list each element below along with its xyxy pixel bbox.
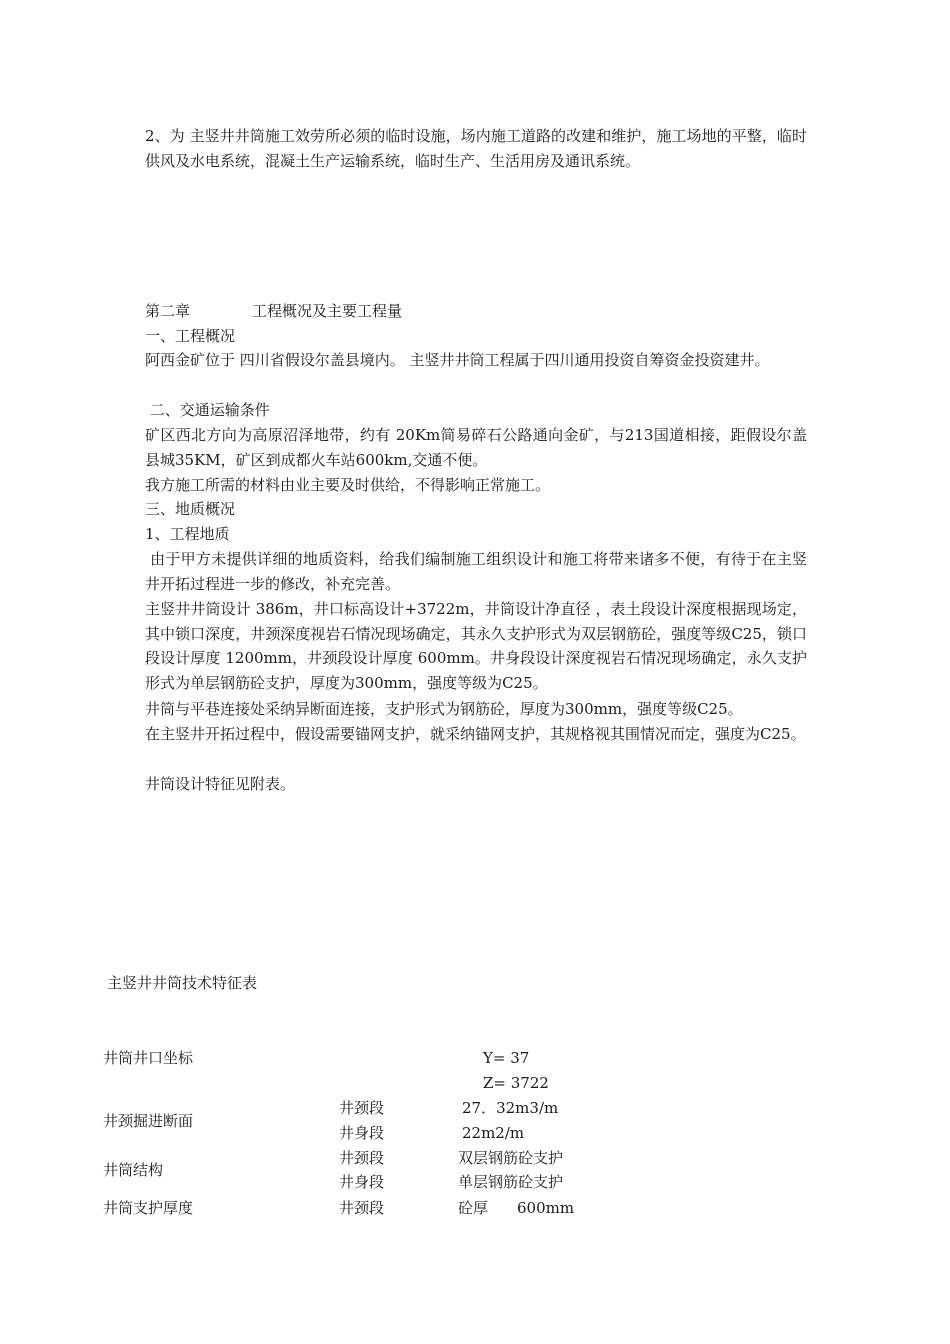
table-row-part: 井颈段 [339, 1149, 385, 1167]
table-row-part: 井身段 [339, 1124, 385, 1142]
section1-body: 阿西金矿位于 四川省假设尔盖县境内。 主竖井井筒工程属于四川通用投资自筹资金投资建井。 [145, 351, 770, 369]
table-row-value: 单层钢筋砼支护 [458, 1173, 564, 1191]
chapter-heading [145, 299, 402, 324]
section3-paragraph-2: 主竖井井筒设计 386m，井口标高设计+3722m，井筒设计净直径 ，表土段设计深度根据现场定，其中锁口深度，井颈深度视岩石情况现场确定，其永久支护形式为双层钢筋砼，强度等级C25，锁口段设计厚度 1200mm，井颈段设计厚度 600mm。井身段设计深度视岩石情况现场确定，永久支护形式为单层钢筋砼支护，厚度为300mm，强度等级为C25。 [145, 600, 807, 692]
section3-sub-heading: 1、工程地质 [145, 525, 230, 543]
section3-heading: 三、地质概况 [145, 500, 236, 518]
table-row-value: 22m2/m [462, 1124, 525, 1142]
table-row-part: 井颈段 [339, 1099, 385, 1117]
table-row-label: 井颈掘进断面 [103, 1112, 194, 1130]
table-row-label: 井筒支护厚度 [103, 1199, 194, 1217]
table-row-label: 井筒结构 [103, 1161, 164, 1179]
table-row-value: 双层钢筋砼支护 [458, 1149, 564, 1167]
table-row-value: 600mm [517, 1199, 575, 1217]
section2-body-2: 我方施工所需的材料由业主要及时供给，不得影响正常施工。 [145, 476, 551, 494]
table-row-part: 井身段 [339, 1173, 385, 1191]
table-row-value: 砼厚 [458, 1199, 489, 1217]
table-row-value: 27．32m3/m [462, 1099, 559, 1117]
table-row-value: Z= 3722 [483, 1074, 549, 1092]
section3-paragraph-4: 在主竖井开拓过程中，假设需要锚网支护，就采纳锚网支护，其规格视其围情况而定，强度为C25。 [145, 725, 806, 743]
table-row-part: 井颈段 [339, 1199, 385, 1217]
section3-paragraph-1: 由于甲方未提供详细的地质资料，给我们编制施工组织设计和施工将带来诸多不便，有待于在主竖井开拓过程进一步的修改，补充完善。 [145, 550, 807, 593]
section3-paragraph-5: 井筒设计特征见附表。 [145, 775, 296, 793]
section2-heading: 二、交通运输条件 [145, 401, 270, 419]
section2-body-1: 矿区西北方向为高原沼泽地带，约有 20Km简易碎石公路通向金矿，与213国道相接，距假设尔盖县城35KM，矿区到成都火车站600km,交通不便。 [145, 426, 807, 469]
table-title: 主竖井井筒技术特征表 [107, 974, 258, 992]
section3-paragraph-3: 井筒与平巷连接处采纳异断面连接，支护形式为钢筋砼，厚度为300mm，强度等级C25。 [145, 700, 743, 718]
section1-heading: 一、工程概况 [145, 327, 236, 345]
table-row-value: Y= 37 [483, 1049, 530, 1067]
table-row-label: 井筒井口坐标 [103, 1049, 194, 1067]
chapter-number: 第二章 [145, 302, 191, 320]
intro-paragraph: 2、为 主竖井井筒施工效劳所必须的临时设施，场内施工道路的改建和维护，施工场地的平整，临时供风及水电系统，混凝土生产运输系统，临时生产、生活用房及通讯系统。 [145, 127, 807, 170]
chapter-title: 工程概况及主要工程量 [252, 302, 403, 320]
